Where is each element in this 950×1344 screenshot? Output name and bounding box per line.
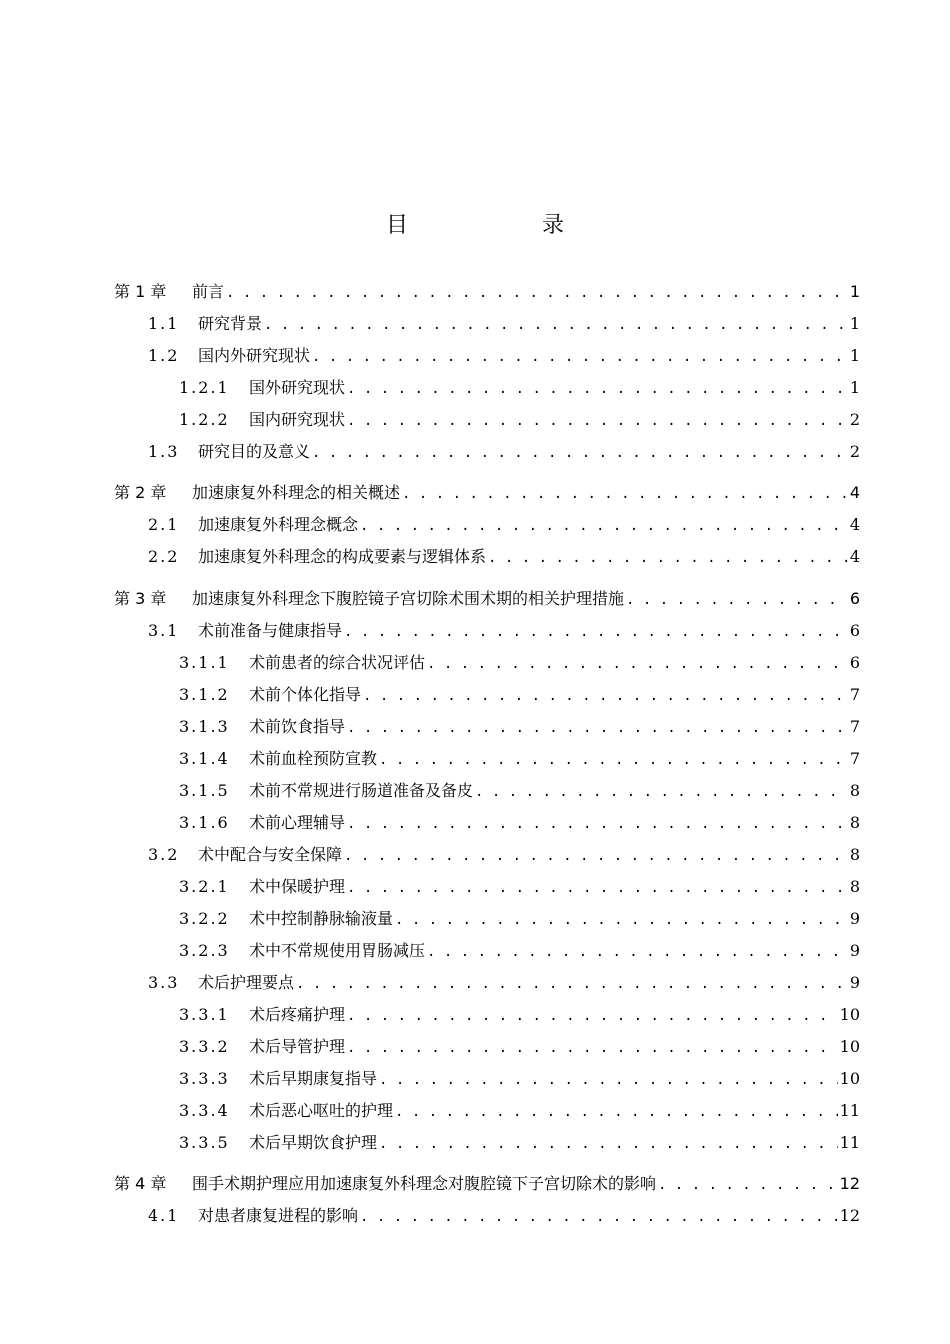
toc-entry-line bbox=[148, 345, 860, 367]
toc-entry-line bbox=[179, 780, 860, 802]
toc-entry[interactable] bbox=[0, 780, 950, 802]
toc-entry-line bbox=[148, 844, 860, 866]
toc-entry-page-number: 8 bbox=[849, 813, 860, 832]
toc-entry-page-number: 6 bbox=[849, 653, 860, 672]
toc-entry-number: 3.1.3 bbox=[179, 717, 230, 736]
toc-entry[interactable] bbox=[0, 972, 950, 994]
toc-entry[interactable] bbox=[0, 281, 950, 303]
toc-entry-number: 2.2 bbox=[148, 547, 180, 566]
toc-entry[interactable] bbox=[0, 1004, 950, 1026]
toc-entry-title: 术后恶心呕吐的护理 bbox=[249, 1101, 394, 1120]
dot-leader bbox=[379, 1133, 838, 1155]
toc-entry[interactable] bbox=[0, 1036, 950, 1058]
dot-leader bbox=[344, 845, 848, 867]
dot-leader bbox=[427, 941, 848, 963]
toc-entry-title: 研究目的及意义 bbox=[198, 442, 311, 461]
toc-entry-line bbox=[179, 1036, 860, 1058]
toc-entry-line bbox=[148, 546, 860, 568]
toc-entry-number: 3.3 bbox=[148, 973, 180, 992]
toc-entry-page-number: 12 bbox=[839, 1206, 860, 1225]
toc-entry-line bbox=[179, 652, 860, 674]
toc-entry-line bbox=[179, 1068, 860, 1090]
toc-entry-title: 术中不常规使用胃肠减压 bbox=[249, 941, 426, 960]
dot-leader bbox=[296, 973, 848, 995]
toc-entry-line bbox=[179, 908, 860, 930]
dot-leader bbox=[626, 589, 848, 611]
toc-entry-number: 1.3 bbox=[148, 442, 180, 461]
toc-entry-number: 2.1 bbox=[148, 515, 180, 534]
toc-entry[interactable] bbox=[0, 684, 950, 706]
toc-entry-title: 国外研究现状 bbox=[249, 378, 346, 397]
toc-entry-page-number: 2 bbox=[849, 442, 860, 461]
toc-entry-page-number: 9 bbox=[849, 973, 860, 992]
toc-entry[interactable] bbox=[0, 482, 950, 504]
toc-entry[interactable] bbox=[0, 844, 950, 866]
toc-entry-title: 术后早期饮食护理 bbox=[249, 1133, 378, 1152]
toc-entry-number: 第 2 章 bbox=[114, 483, 167, 502]
toc-entry-page-number: 2 bbox=[849, 410, 860, 429]
toc-entry[interactable] bbox=[0, 812, 950, 834]
dot-leader bbox=[312, 346, 848, 368]
toc-entry-line bbox=[179, 716, 860, 738]
dot-leader bbox=[347, 1005, 838, 1027]
toc-entry-title: 术前准备与健康指导 bbox=[198, 621, 343, 640]
toc-entry-number: 3.3.4 bbox=[179, 1101, 230, 1120]
toc-entry[interactable] bbox=[0, 409, 950, 431]
toc-entry-page-number: 4 bbox=[849, 515, 860, 534]
toc-entry-title: 术前个体化指导 bbox=[249, 685, 362, 704]
toc-entry-page-number: 1 bbox=[849, 346, 860, 365]
toc-entry-title: 术后早期康复指导 bbox=[249, 1069, 378, 1088]
toc-entry-line bbox=[114, 1173, 860, 1195]
toc-entry-line bbox=[179, 377, 860, 399]
toc-entry-title: 术前饮食指导 bbox=[249, 717, 346, 736]
toc-entry-title: 前言 bbox=[192, 282, 225, 301]
toc-entry-number: 1.2.2 bbox=[179, 410, 230, 429]
toc-entry-title: 国内研究现状 bbox=[249, 410, 346, 429]
toc-entry-page-number: 10 bbox=[839, 1005, 860, 1024]
toc-entry[interactable] bbox=[0, 716, 950, 738]
toc-entry-line bbox=[114, 482, 860, 504]
toc-entry-number: 第 3 章 bbox=[114, 589, 167, 608]
toc-entry-page-number: 8 bbox=[849, 877, 860, 896]
dot-leader bbox=[347, 410, 848, 432]
toc-entry[interactable] bbox=[0, 441, 950, 463]
toc-entry-page-number: 9 bbox=[849, 941, 860, 960]
toc-entry-page-number: 1 bbox=[849, 282, 860, 301]
toc-entry-title: 术后疼痛护理 bbox=[249, 1005, 346, 1024]
toc-entry[interactable] bbox=[0, 940, 950, 962]
toc-entry-page-number: 4 bbox=[849, 483, 860, 502]
toc-entry-number: 3.2.1 bbox=[179, 877, 230, 896]
toc-entry-title: 对患者康复进程的影响 bbox=[198, 1206, 359, 1225]
toc-entry-line bbox=[179, 940, 860, 962]
toc-entry-title: 国内外研究现状 bbox=[198, 346, 311, 365]
toc-entry-title: 术中保暖护理 bbox=[249, 877, 346, 896]
toc-entry-title: 加速康复外科理念的相关概述 bbox=[192, 483, 401, 502]
toc-entry[interactable] bbox=[0, 1132, 950, 1154]
toc-entry-page-number: 7 bbox=[849, 717, 860, 736]
toc-entry-line bbox=[179, 1004, 860, 1026]
dot-leader bbox=[347, 717, 848, 739]
toc-entry-number: 3.1.2 bbox=[179, 685, 230, 704]
toc-entry-number: 第 4 章 bbox=[114, 1174, 167, 1193]
dot-leader bbox=[312, 442, 848, 464]
dot-leader bbox=[475, 781, 848, 803]
toc-entry-number: 3.1.5 bbox=[179, 781, 230, 800]
toc-entry-page-number: 7 bbox=[849, 685, 860, 704]
page-title: 目 录 bbox=[385, 213, 620, 238]
toc-entry-line bbox=[179, 812, 860, 834]
toc-entry-line bbox=[148, 441, 860, 463]
toc-entry-title: 术后导管护理 bbox=[249, 1037, 346, 1056]
toc-entry-line bbox=[179, 1100, 860, 1122]
toc-entry-title: 术前不常规进行肠道准备及备皮 bbox=[249, 781, 474, 800]
toc-entry[interactable] bbox=[0, 588, 950, 610]
toc-entry-page-number: 1 bbox=[849, 314, 860, 333]
dot-leader bbox=[347, 1037, 838, 1059]
toc-entry-title: 术前患者的综合状况评估 bbox=[249, 653, 426, 672]
toc-entry-number: 1.1 bbox=[148, 314, 180, 333]
toc-entry-line bbox=[114, 281, 860, 303]
toc-entry[interactable] bbox=[0, 345, 950, 367]
toc-entry-page-number: 6 bbox=[849, 589, 860, 608]
dot-leader bbox=[344, 621, 848, 643]
toc-entry-page-number: 8 bbox=[849, 845, 860, 864]
toc-entry-number: 1.2.1 bbox=[179, 378, 230, 397]
toc-entry-title: 加速康复外科理念概念 bbox=[198, 515, 359, 534]
dot-leader bbox=[363, 685, 848, 707]
toc-entry[interactable] bbox=[0, 313, 950, 335]
toc-entry-number: 3.2.3 bbox=[179, 941, 230, 960]
toc-entry-number: 3.1.1 bbox=[179, 653, 230, 672]
toc-entry-title: 围手术期护理应用加速康复外科理念对腹腔镜下子宫切除术的影响 bbox=[192, 1174, 657, 1193]
toc-entry-number: 3.2 bbox=[148, 845, 180, 864]
dot-leader bbox=[379, 749, 848, 771]
toc-entry-page-number: 4 bbox=[849, 547, 860, 566]
toc-entry-line bbox=[148, 313, 860, 335]
toc-entry-line bbox=[114, 588, 860, 610]
toc-entry-title: 加速康复外科理念的构成要素与逻辑体系 bbox=[198, 547, 487, 566]
toc-entry-title: 术后护理要点 bbox=[198, 973, 295, 992]
toc-entry-number: 1.2 bbox=[148, 346, 180, 365]
toc-entry-number: 4.1 bbox=[148, 1206, 180, 1225]
toc-entry-page-number: 11 bbox=[839, 1133, 860, 1152]
toc-entry-page-number: 11 bbox=[839, 1101, 860, 1120]
toc-entry[interactable] bbox=[0, 1173, 950, 1195]
toc-entry-number: 3.1.6 bbox=[179, 813, 230, 832]
toc-entry-line bbox=[148, 972, 860, 994]
toc-entry[interactable] bbox=[0, 652, 950, 674]
toc-entry-page-number: 10 bbox=[839, 1069, 860, 1088]
toc-entry-number: 3.3.5 bbox=[179, 1133, 230, 1152]
toc-entry[interactable] bbox=[0, 546, 950, 568]
toc-entry-page-number: 9 bbox=[849, 909, 860, 928]
toc-entry-number: 第 1 章 bbox=[114, 282, 167, 301]
dot-leader bbox=[347, 877, 848, 899]
toc-entry-number: 3.1.4 bbox=[179, 749, 230, 768]
toc-entry-line bbox=[148, 620, 860, 642]
toc-entry[interactable] bbox=[0, 908, 950, 930]
dot-leader bbox=[427, 653, 848, 675]
dot-leader bbox=[395, 1101, 838, 1123]
toc-entry-number: 3.3.2 bbox=[179, 1037, 230, 1056]
toc-entry-page-number: 12 bbox=[839, 1174, 860, 1193]
toc-entry[interactable] bbox=[0, 748, 950, 770]
toc-entry-line bbox=[179, 876, 860, 898]
toc-entry-number: 3.2.2 bbox=[179, 909, 230, 928]
dot-leader bbox=[488, 547, 848, 569]
toc-entry-title: 术前心理辅导 bbox=[249, 813, 346, 832]
toc-entry-line bbox=[148, 1205, 860, 1227]
dot-leader bbox=[226, 282, 848, 304]
dot-leader bbox=[395, 909, 848, 931]
toc-entry-number: 3.3.3 bbox=[179, 1069, 230, 1088]
toc-entry-page-number: 10 bbox=[839, 1037, 860, 1056]
dot-leader bbox=[347, 378, 848, 400]
dot-leader bbox=[347, 813, 848, 835]
toc-entry-line bbox=[179, 1132, 860, 1154]
toc-entry-page-number: 8 bbox=[849, 781, 860, 800]
toc-entry-page-number: 1 bbox=[849, 378, 860, 397]
toc-entry-number: 3.3.1 bbox=[179, 1005, 230, 1024]
toc-entry[interactable] bbox=[0, 876, 950, 898]
toc-entry[interactable] bbox=[0, 620, 950, 642]
toc-entry-line bbox=[179, 409, 860, 431]
dot-leader bbox=[658, 1174, 838, 1196]
toc-entry-line bbox=[179, 748, 860, 770]
dot-leader bbox=[379, 1069, 838, 1091]
toc-entry-title: 加速康复外科理念下腹腔镜子宫切除术围术期的相关护理措施 bbox=[192, 589, 625, 608]
toc-entry[interactable] bbox=[0, 1100, 950, 1122]
toc-entry-title: 研究背景 bbox=[198, 314, 263, 333]
toc-entry-number: 3.1 bbox=[148, 621, 180, 640]
toc-entry[interactable] bbox=[0, 1205, 950, 1227]
toc-entry-title: 术中配合与安全保障 bbox=[198, 845, 343, 864]
toc-entry-line bbox=[148, 514, 860, 536]
dot-leader bbox=[360, 1206, 838, 1228]
dot-leader bbox=[264, 314, 848, 336]
toc-entry[interactable] bbox=[0, 377, 950, 399]
toc-entry-title: 术中控制静脉输液量 bbox=[249, 909, 394, 928]
toc-entry[interactable] bbox=[0, 514, 950, 536]
dot-leader bbox=[402, 483, 848, 505]
toc-entry-line bbox=[179, 684, 860, 706]
toc-entry[interactable] bbox=[0, 1068, 950, 1090]
dot-leader bbox=[360, 515, 848, 537]
toc-entry-page-number: 6 bbox=[849, 621, 860, 640]
toc-entry-page-number: 7 bbox=[849, 749, 860, 768]
toc-entry-title: 术前血栓预防宣教 bbox=[249, 749, 378, 768]
